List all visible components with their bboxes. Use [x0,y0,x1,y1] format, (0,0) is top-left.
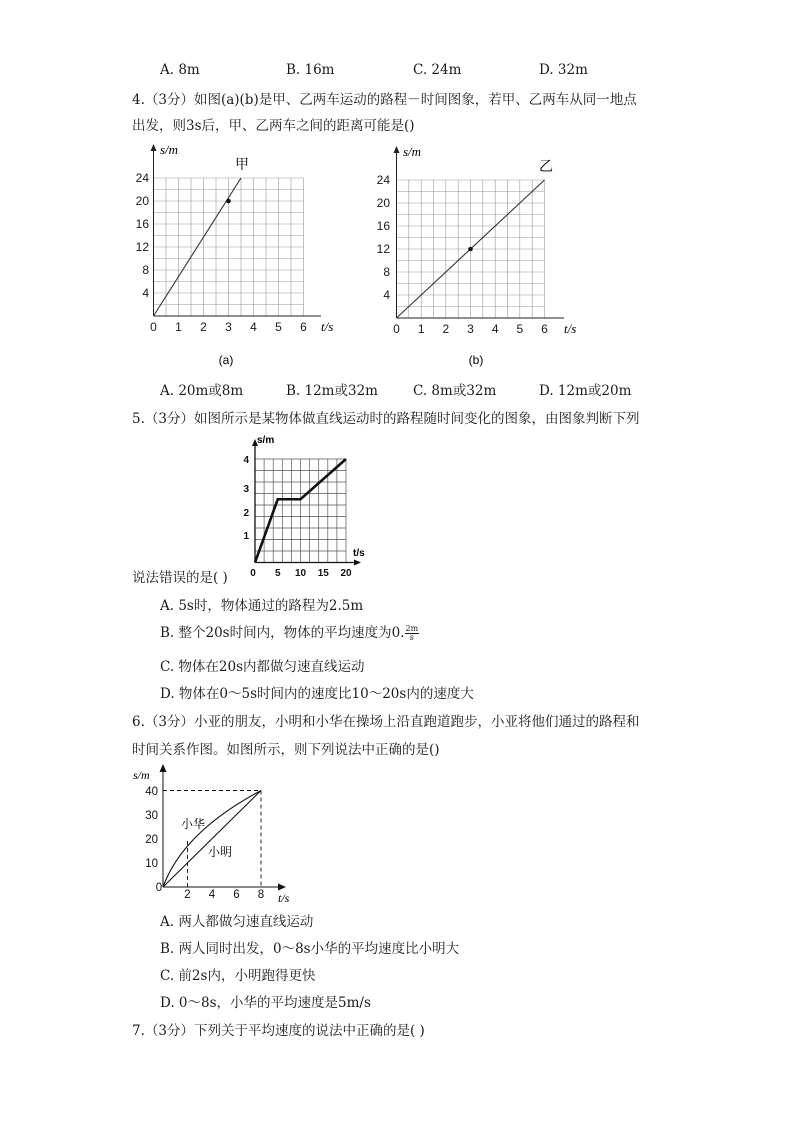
q4b-ytick: 8 [383,265,390,279]
q4a-ytick: 8 [142,263,149,277]
q4b-xtick: 1 [417,322,425,336]
q6-xtick: 2 [184,889,191,901]
q4-option-b: B. 12m或32m [286,383,378,399]
q4a-curve-label: 甲 [235,156,249,172]
q6-ming-line [163,791,261,888]
q5-xtick: 15 [317,568,329,579]
q4a-xlabel: t/s [321,319,334,334]
q6-ytick: 10 [145,858,158,870]
q4a-xtick: 6 [300,320,307,334]
q4a-ytick: 24 [135,171,149,185]
q4a-ytick: 12 [135,240,149,254]
q5-option-a: A. 5s时，物体通过的路程为2.5m [160,598,364,614]
q6-xlabel: t/s [278,891,290,905]
q4-option-d: D. 12m或20m [539,383,632,399]
q4b-xtick: 2 [442,322,450,336]
q4b-point [468,247,473,252]
q6-xtick: 6 [233,889,240,901]
q6-ytick: 30 [145,810,158,822]
q5-fraction-num: 2m [405,624,419,633]
q4a-point [226,199,231,204]
q4b-caption: (b) [468,353,484,367]
q5-xtick: 10 [294,568,307,579]
q6-graph [128,760,303,908]
q5-ylabel: s/m [257,435,275,446]
q6-stem-line1: 6.（3分）小亚的朋友，小明和小华在操场上沿直跑道跑步，小亚将他们通过的路程和 [132,714,640,730]
q6-option-d: D. 0～8s，小华的平均速度是5m/s [160,995,371,1011]
q6-option-a: A. 两人都做匀速直线运动 [160,914,314,930]
q5-fraction-den: s [409,633,414,642]
q6-label-ming: 小明 [208,845,233,859]
q5-option-d: D. 物体在0～5s时间内的速度比10～20s内的速度大 [160,686,474,702]
q4b-xtick: 3 [467,322,474,336]
q5-xlabel: t/s [353,548,365,559]
q6-xtick: 0 [155,882,163,894]
q4b-ytick: 20 [376,196,390,210]
q5-ytick: 1 [243,531,249,542]
q7-stem: 7.（3分）下列关于平均速度的说法中正确的是( ) [132,1023,425,1039]
q4b-curve-label: 乙 [539,158,553,174]
q5-option-b-text: B. 整个20s时间内，物体的平均速度为0. [160,625,405,641]
q5-option-b [160,621,419,642]
q6-option-b: B. 两人同时出发，0～8s小华的平均速度比小明大 [160,941,460,957]
q5-option-c: C. 物体在20s内都做匀速直线运动 [160,659,365,675]
q4a-ylabel: s/m [160,142,179,157]
q4a-ytick: 16 [135,217,149,231]
q4-option-c: C. 8m或32m [413,383,497,399]
q4b-xtick: 5 [516,322,524,336]
q4b-xtick: 4 [491,322,499,336]
q4-stem-line1: 4.（3分）如图(a)(b)是甲、乙两车运动的路程－时间图象，若甲、乙两车从同一地点 [132,92,637,108]
q4a-xtick: 1 [175,320,182,334]
q5-stem-line2: 说法错误的是( ) [132,570,228,586]
q4b-xlabel: t/s [564,321,577,336]
q4b-ytick: 24 [376,173,390,187]
q4a-xtick: 5 [275,320,282,334]
q3-option-c: C. 24m [413,62,462,78]
q6-xtick: 4 [208,889,216,901]
q4b-ytick: 12 [376,242,390,256]
q5-xtick: 20 [340,568,352,579]
q6-ylabel: s/m [133,768,150,782]
q4a-ytick: 20 [135,194,149,208]
q4b-ylabel: s/m [403,144,422,159]
q3-option-d: D. 32m [539,62,588,78]
q4-graph-b [376,142,590,370]
q4a-xtick: 0 [150,320,157,334]
q3-option-b: B. 16m [286,62,335,78]
q4a-xtick: 3 [225,320,232,334]
q5-xtick: 0 [250,568,256,579]
q4a-caption: (a) [218,353,234,367]
q4b-ytick: 4 [383,288,390,302]
q4b-xtick: 0 [393,322,400,336]
q5-xtick: 5 [274,568,281,579]
q6-label-hua: 小华 [181,817,206,831]
q5-ytick: 4 [243,455,249,466]
q4-option-a: A. 20m或8m [160,383,244,399]
q6-ytick: 40 [145,786,158,798]
q5-stem-line1: 5.（3分）如图所示是某物体做直线运动时的路程随时间变化的图象，由图象判断下列 [132,411,640,427]
q4b-ytick: 16 [376,219,390,233]
q3-option-a: A. 8m [160,62,200,78]
q5-graph [236,432,376,582]
q4a-ytick: 4 [142,286,149,300]
q5-ytick: 2 [243,508,249,519]
q6-ytick: 20 [145,834,158,846]
q6-xtick: 8 [257,889,265,901]
q4-stem-line2: 出发，则3s后，甲、乙两车之间的距离可能是() [132,118,415,134]
q6-stem-line2: 时间关系作图。如图所示，则下列说法中正确的是() [132,742,440,758]
q4a-xtick: 2 [200,320,207,334]
q4-graph-a [135,140,344,368]
q4a-xtick: 4 [250,320,257,334]
q5-option-b-fraction [405,625,420,642]
q6-option-c: C. 前2s内，小明跑得更快 [160,968,316,984]
q5-ytick: 3 [243,484,249,495]
q4b-xtick: 6 [541,322,548,336]
